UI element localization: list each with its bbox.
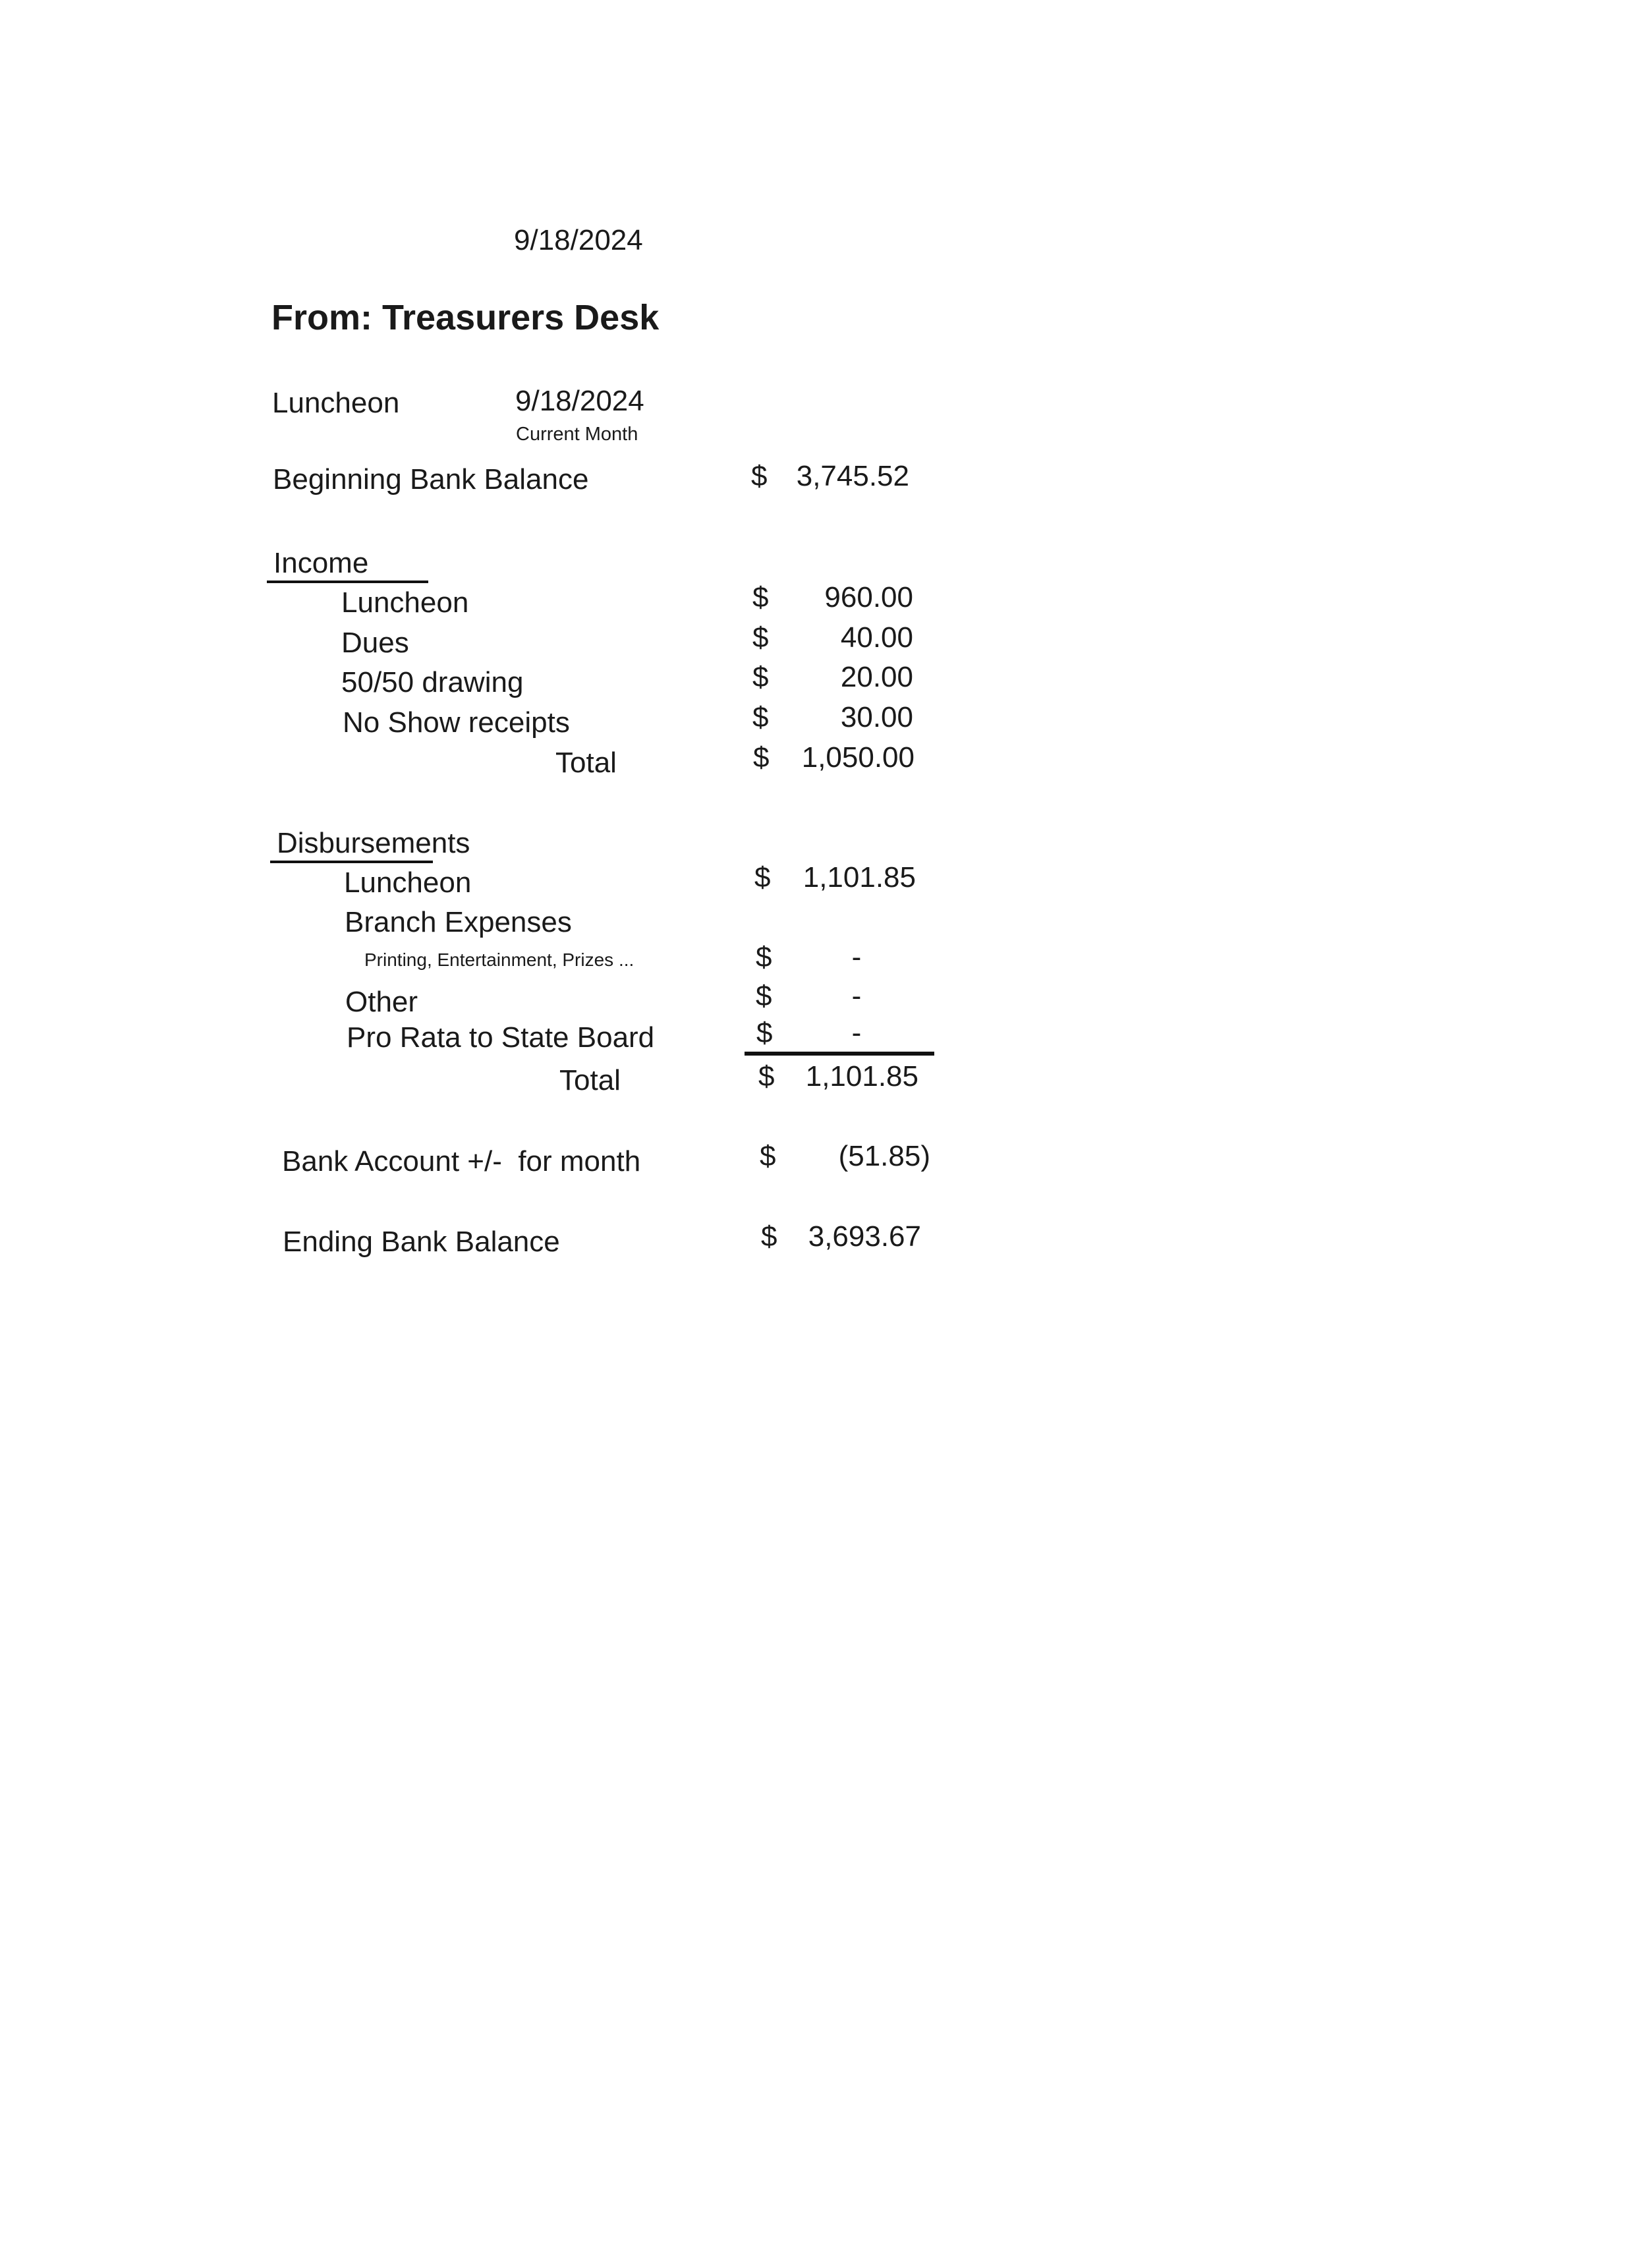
period-caption: Current Month [516,424,638,445]
disbursement-other-amount: - [851,980,862,1012]
report-heading: From: Treasurers Desk [271,298,660,337]
beginning-balance-label: Beginning Bank Balance [273,463,589,496]
disbursement-luncheon-currency: $ [754,861,771,893]
income-item-amount: 30.00 [840,701,913,733]
disbursement-branch-sublabel: Printing, Entertainment, Prizes ... [364,950,634,970]
disbursement-luncheon-amount: 1,101.85 [803,861,916,893]
disbursement-branch-currency: $ [756,941,772,973]
income-item-label: Luncheon [341,586,469,619]
disbursement-prorata-label: Pro Rata to State Board [347,1021,655,1054]
beginning-balance-currency: $ [751,460,768,492]
disbursement-prorata-amount: - [851,1017,862,1049]
net-change-amount: (51.85) [838,1140,930,1172]
income-item-currency: $ [752,581,769,613]
disbursements-total-label: Total [559,1064,621,1096]
income-item-label: 50/50 drawing [341,666,524,698]
income-total-label: Total [555,747,617,779]
income-item-currency: $ [752,661,769,693]
disbursements-total-amount: 1,101.85 [805,1060,918,1092]
disbursement-branch-label: Branch Expenses [345,906,572,938]
income-heading-underline [267,581,428,583]
disbursement-branch-amount: - [851,941,862,973]
disbursement-luncheon-label: Luncheon [344,866,472,899]
period-date: 9/18/2024 [515,385,644,417]
income-item-amount: 960.00 [824,581,913,613]
income-item-currency: $ [752,621,769,654]
document-date: 9/18/2024 [514,224,643,256]
ending-balance-amount: 3,693.67 [808,1220,921,1253]
income-item-amount: 40.00 [840,621,913,654]
income-total-amount: 1,050.00 [801,741,915,774]
ending-balance-label: Ending Bank Balance [283,1226,560,1258]
net-change-currency: $ [760,1140,776,1172]
ending-balance-currency: $ [761,1220,777,1253]
income-heading: Income [273,547,369,579]
disbursements-total-rule [745,1052,934,1056]
disbursement-other-currency: $ [756,980,772,1012]
beginning-balance-amount: 3,745.52 [796,460,909,492]
disbursement-other-label: Other [345,986,418,1018]
income-item-label: Dues [341,627,409,659]
period-label: Luncheon [272,387,400,419]
disbursements-heading-underline [270,861,433,863]
disbursements-heading: Disbursements [277,827,470,859]
income-item-currency: $ [752,701,769,733]
income-item-label: No Show receipts [343,706,570,739]
income-item-amount: 20.00 [840,661,913,693]
disbursements-total-currency: $ [758,1060,775,1092]
disbursement-prorata-currency: $ [756,1017,773,1049]
net-change-label: Bank Account +/- for month [282,1145,641,1177]
income-total-currency: $ [753,741,770,774]
